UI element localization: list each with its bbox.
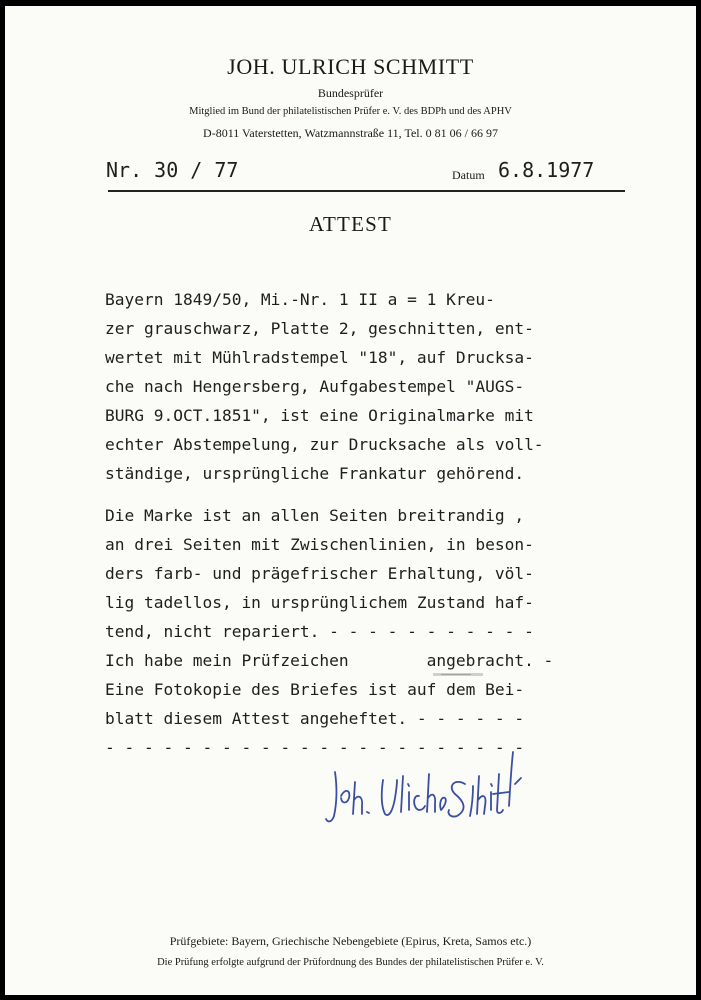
certificate-number: Nr. 30 / 77 — [106, 158, 239, 182]
membership-line: Mitglied im Bund der philatelistischen Prüfer e. V. des BDPh und des APHV — [189, 106, 512, 117]
regulation-line: Die Prüfung erfolgte aufgrund der Prüfordnung des Bundes der philatelistischen Prüfer e. V. — [157, 957, 544, 968]
header-divider — [108, 190, 625, 192]
body-line: - - - - - - - - - - - - - - - - - - - - - - — [105, 738, 525, 757]
body-line: wertet mit Mühlradstempel "18", auf Drucksa- — [105, 348, 534, 367]
exam-fields-line: Prüfgebiete: Bayern, Griechische Nebengebiete (Epirus, Kreta, Samos etc.) — [169, 934, 532, 948]
body-line: tend, nicht repariert. - - - - - - - - - - - — [105, 622, 534, 641]
certificate-sheet — [5, 6, 696, 995]
body-line: Eine Fotokopie des Briefes ist auf dem Bei- — [105, 680, 525, 699]
address-line: D-8011 Vaterstetten, Watzmannstraße 11, Tel. 0 81 06 / 66 97 — [203, 126, 498, 140]
body-line: echter Abstempelung, zur Drucksache als voll- — [105, 435, 544, 454]
body-line: ständige, ursprüngliche Frankatur gehörend. — [105, 464, 525, 483]
body-line: lig tadellos, in ursprünglichem Zustand haf- — [105, 593, 534, 612]
body-line: zer grauschwarz, Platte 2, geschnitten, ent- — [105, 319, 534, 338]
expert-name: JOH. ULRICH SCHMITT — [227, 54, 474, 79]
attest-heading: ATTEST — [308, 212, 393, 236]
date-label: Datum — [452, 168, 485, 182]
body-line: blatt diesem Attest angeheftet. - - - - - - — [105, 709, 525, 728]
body-line: an drei Seiten mit Zwischenlinien, in beson- — [105, 535, 534, 554]
body-line: BURG 9.OCT.1851", ist eine Originalmarke mit — [105, 406, 534, 425]
body-line: Die Marke ist an allen Seiten breitrandig , — [105, 506, 525, 525]
date-value: 6.8.1977 — [498, 158, 595, 182]
body-line: ders farb- und prägefrischer Erhaltung, völ- — [105, 564, 534, 583]
expert-mark-stamp — [431, 669, 485, 681]
body-line: Bayern 1849/50, Mi.-Nr. 1 II a = 1 Kreu- — [105, 290, 495, 309]
body-line: che nach Hengersberg, Aufgabestempel "AUGS- — [105, 377, 525, 396]
signature-image — [323, 744, 533, 826]
body-line: Ich habe mein Prüfzeichen angebracht. - — [105, 651, 554, 670]
expert-title: Bundesprüfer — [317, 86, 384, 100]
